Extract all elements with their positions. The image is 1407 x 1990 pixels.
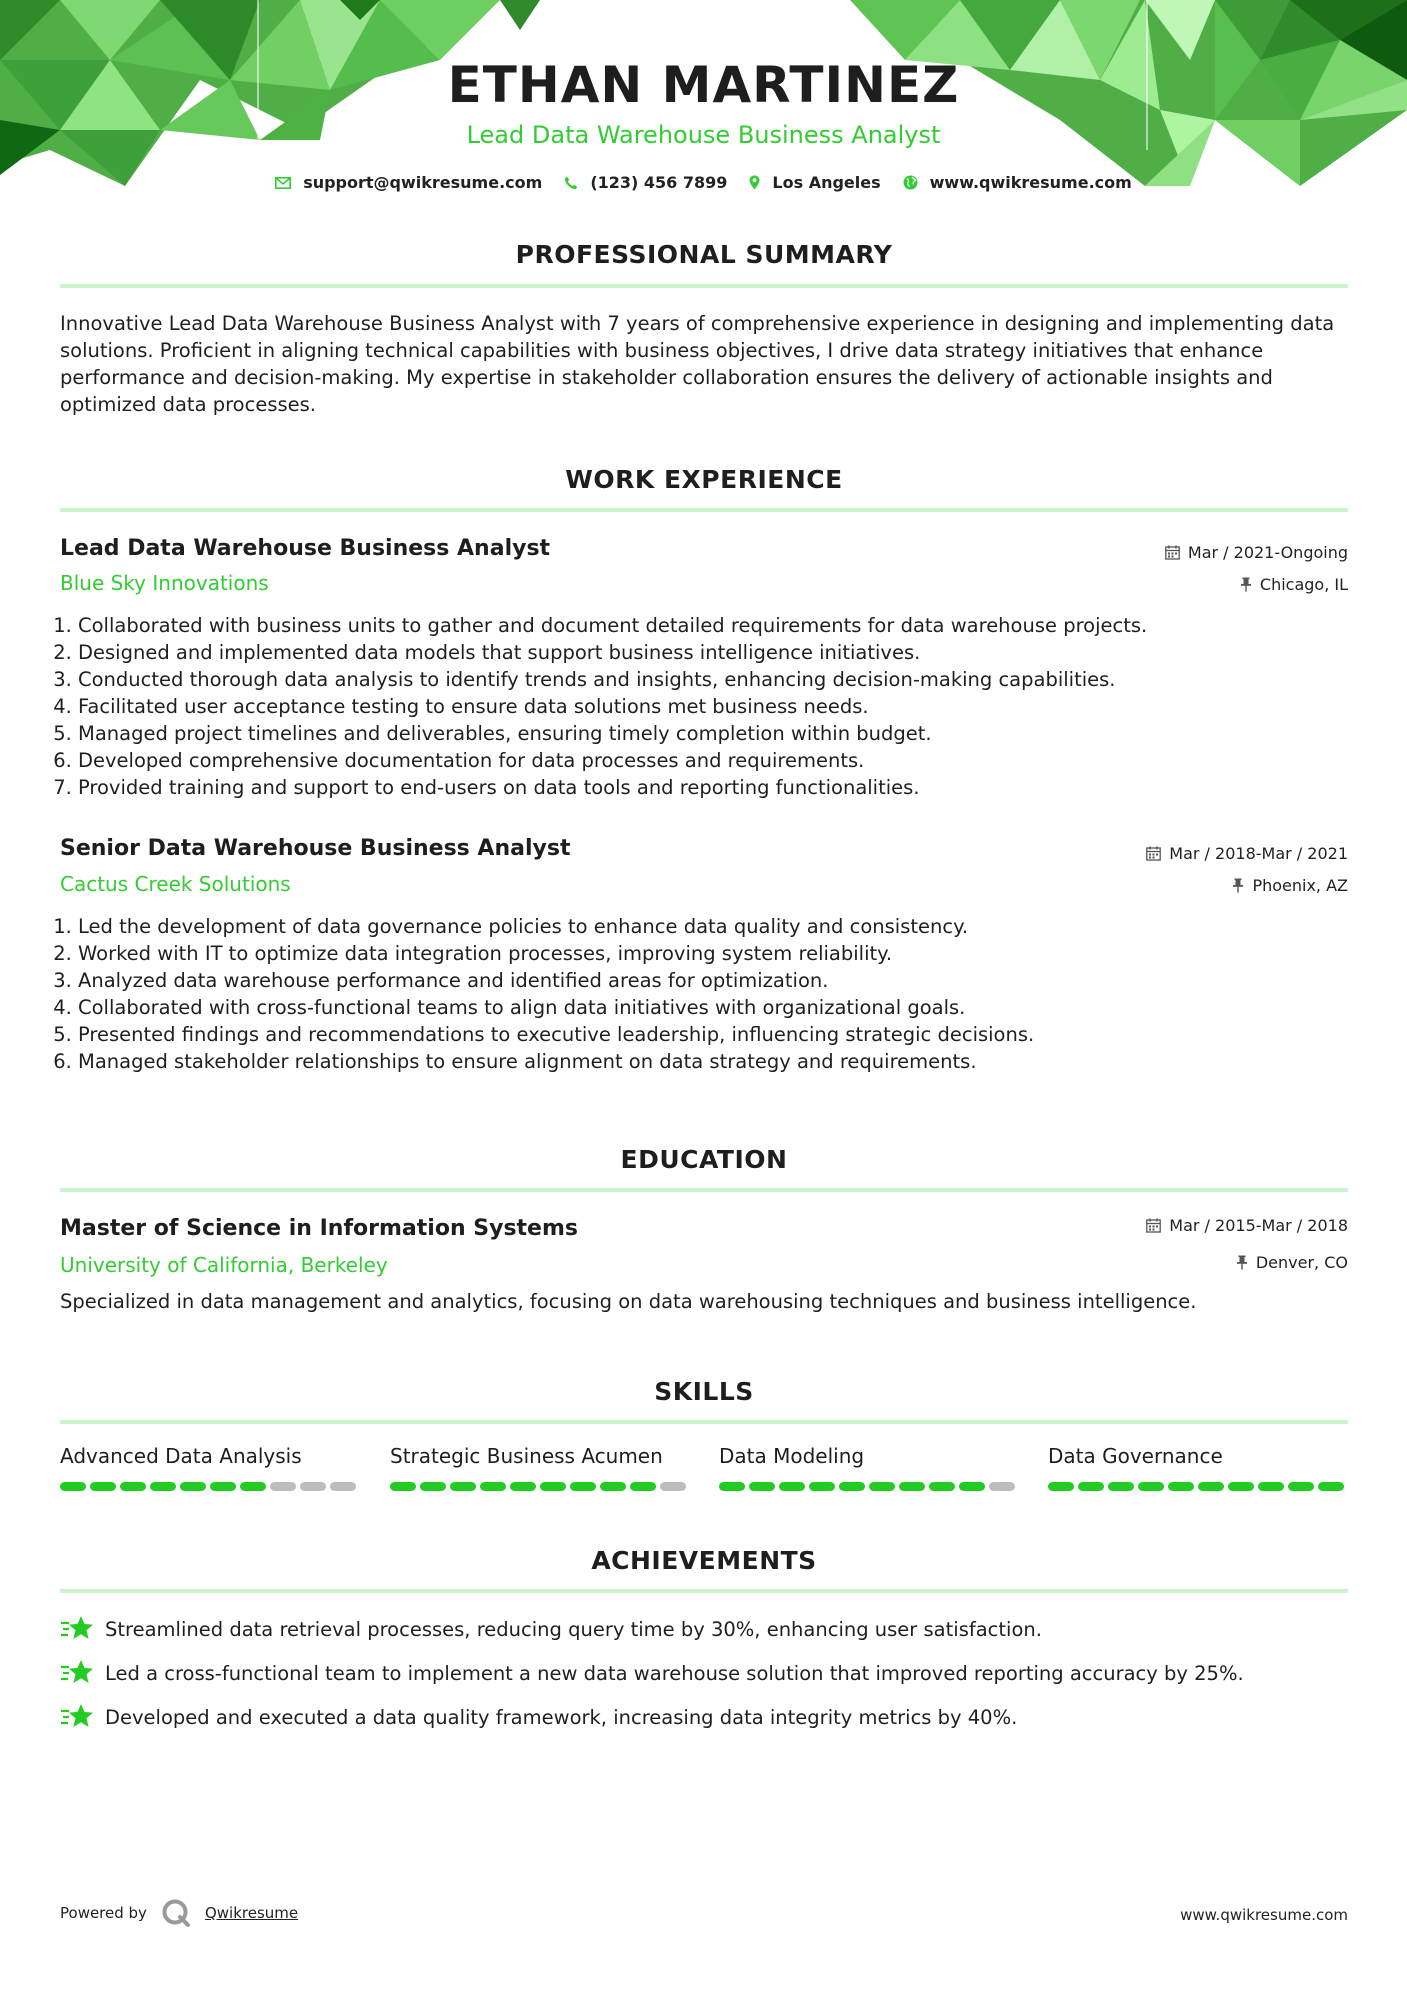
contact-location-text: Los Angeles (772, 173, 881, 192)
powered-by-label: Powered by (60, 1904, 147, 1922)
summary-text: Innovative Lead Data Warehouse Business Analyst with 7 years of comprehensive experience in designing and implementing data solutions. Proficient in aligning technical capabilities with business objectives, I drive data strategy initiatives that enhance performance and decision-making. My expertise in stakeholder collaboration ensures the delivery of actionable insights and optimized data processes. (60, 312, 1335, 416)
education-dates-text: Mar / 2015-Mar / 2018 (1169, 1216, 1348, 1235)
candidate-name: ETHAN MARTINEZ (447, 56, 960, 114)
achievements-divider (60, 1589, 1348, 1593)
calendar-icon (1146, 846, 1161, 861)
trophy-star-icon (60, 1658, 94, 1688)
skill-segment-filled (1228, 1482, 1254, 1491)
candidate-role: Lead Data Warehouse Business Analyst (466, 121, 941, 149)
list-item: 5. Presented findings and recommendations to executive leadership, influencing strategic decisions. (78, 1021, 1368, 1048)
skill-level-bar (1048, 1482, 1348, 1491)
skill-level-bar (60, 1482, 360, 1491)
skill-segment-filled (120, 1482, 146, 1491)
trophy-star-icon (60, 1702, 94, 1732)
contact-email-text: support@qwikresume.com (303, 173, 543, 192)
skill-segment-filled (1138, 1482, 1164, 1491)
education-location (1236, 1253, 1348, 1272)
skill-segment-filled (1258, 1482, 1284, 1491)
job-title: Lead Data Warehouse Business Analyst (60, 536, 551, 561)
skill-segment-filled (480, 1482, 506, 1491)
skill-segment-filled (899, 1482, 925, 1491)
skill-segment-filled (630, 1482, 656, 1491)
achievements-heading: ACHIEVEMENTS (591, 1546, 817, 1575)
skill-segment-filled (420, 1482, 446, 1491)
skill-segment-filled (450, 1482, 476, 1491)
pushpin-icon (1240, 577, 1252, 592)
achievement-text: Led a cross-functional team to implement a new data warehouse solution that improved reporting accuracy by 25%. (105, 1661, 1244, 1685)
globe-icon (903, 175, 918, 190)
skill-segment-filled (600, 1482, 626, 1491)
list-item: 2. Designed and implemented data models that support business intelligence initiatives. (78, 639, 1368, 666)
skills-heading: SKILLS (654, 1377, 754, 1406)
company-name: Cactus Creek Solutions (60, 872, 291, 896)
skill-item (719, 1444, 1019, 1491)
list-item: 4. Facilitated user acceptance testing to ensure data solutions met business needs. (78, 693, 1368, 720)
skill-name: Data Governance (1048, 1444, 1223, 1468)
skill-segment-filled (60, 1482, 86, 1491)
contact-email[interactable] (275, 173, 542, 192)
job-location (1240, 575, 1348, 594)
summary-divider (60, 284, 1348, 288)
footer-powered-by (60, 1898, 298, 1928)
contact-bar (0, 173, 1407, 192)
skill-segment-filled (240, 1482, 266, 1491)
job-duties-list (54, 612, 1368, 801)
skill-name: Strategic Business Acumen (390, 1444, 663, 1468)
job-title: Senior Data Warehouse Business Analyst (60, 836, 571, 861)
skill-segment-filled (929, 1482, 955, 1491)
job-location-text: Phoenix, AZ (1252, 876, 1348, 895)
skill-segment-filled (210, 1482, 236, 1491)
skill-name: Advanced Data Analysis (60, 1444, 302, 1468)
skill-segment-filled (809, 1482, 835, 1491)
job-dates-text: Mar / 2021-Ongoing (1187, 543, 1348, 562)
contact-phone[interactable] (564, 173, 727, 192)
list-item: 3. Conducted thorough data analysis to identify trends and insights, enhancing decision-making capabilities. (78, 666, 1368, 693)
skill-segment-filled (390, 1482, 416, 1491)
skill-segment-filled (90, 1482, 116, 1491)
contact-website-text: www.qwikresume.com (929, 173, 1132, 192)
skill-level-bar (719, 1482, 1019, 1491)
education-location-text: Denver, CO (1255, 1253, 1348, 1272)
qwikresume-logo-icon (161, 1898, 191, 1928)
skill-segment-empty (330, 1482, 356, 1491)
skill-segment-filled (180, 1482, 206, 1491)
degree-title: Master of Science in Information Systems (60, 1216, 578, 1241)
pushpin-icon (1232, 878, 1244, 893)
job-location-text: Chicago, IL (1259, 575, 1348, 594)
job-duties-list (54, 913, 1368, 1075)
skill-item (390, 1444, 690, 1491)
job-dates-text: Mar / 2018-Mar / 2021 (1169, 844, 1348, 863)
achievement-item (60, 1658, 1348, 1688)
experience-divider (60, 508, 1348, 512)
skill-item (60, 1444, 360, 1491)
trophy-star-icon (60, 1614, 94, 1644)
skill-segment-filled (1078, 1482, 1104, 1491)
education-dates (1146, 1216, 1348, 1235)
footer-website[interactable]: www.qwikresume.com (1180, 1906, 1348, 1924)
skill-segment-filled (959, 1482, 985, 1491)
job-location (1232, 876, 1348, 895)
skill-segment-empty (660, 1482, 686, 1491)
skill-segment-filled (1198, 1482, 1224, 1491)
achievement-item (60, 1702, 1348, 1732)
job-dates (1165, 543, 1348, 562)
skill-segment-filled (570, 1482, 596, 1491)
phone-icon (564, 176, 578, 190)
achievement-text: Streamlined data retrieval processes, reducing query time by 30%, enhancing user satisfaction. (105, 1617, 1042, 1641)
skill-segment-filled (510, 1482, 536, 1491)
job-dates (1146, 844, 1348, 863)
contact-location (749, 173, 880, 192)
map-pin-icon (749, 175, 760, 190)
education-heading: EDUCATION (620, 1145, 788, 1174)
education-description: Specialized in data management and analytics, focusing on data warehousing techniques and business intelligence. (60, 1290, 1197, 1313)
achievement-text: Developed and executed a data quality framework, increasing data integrity metrics by 40%. (105, 1705, 1018, 1729)
summary-heading: PROFESSIONAL SUMMARY (515, 240, 893, 269)
pushpin-icon (1236, 1255, 1248, 1270)
skill-segment-filled (1318, 1482, 1344, 1491)
skill-segment-filled (1108, 1482, 1134, 1491)
calendar-icon (1165, 545, 1180, 560)
skills-divider (60, 1420, 1348, 1424)
contact-phone-text: (123) 456 7899 (590, 173, 728, 192)
education-divider (60, 1188, 1348, 1192)
skill-segment-empty (989, 1482, 1015, 1491)
skill-name: Data Modeling (719, 1444, 865, 1468)
skill-segment-filled (150, 1482, 176, 1491)
skill-segment-empty (270, 1482, 296, 1491)
list-item: 6. Developed comprehensive documentation for data processes and requirements. (78, 747, 1368, 774)
experience-heading: WORK EXPERIENCE (565, 465, 843, 494)
skill-level-bar (390, 1482, 690, 1491)
company-name: Blue Sky Innovations (60, 571, 269, 595)
list-item: 5. Managed project timelines and deliverables, ensuring timely completion within budget. (78, 720, 1368, 747)
achievement-item (60, 1614, 1348, 1644)
skill-segment-filled (540, 1482, 566, 1491)
skill-segment-empty (300, 1482, 326, 1491)
skill-segment-filled (749, 1482, 775, 1491)
list-item: 4. Collaborated with cross-functional teams to align data initiatives with organizational goals. (78, 994, 1368, 1021)
skill-segment-filled (779, 1482, 805, 1491)
skill-segment-filled (869, 1482, 895, 1491)
list-item: 1. Collaborated with business units to gather and document detailed requirements for data warehouse projects. (78, 612, 1368, 639)
skill-item (1048, 1444, 1348, 1491)
list-item: 3. Analyzed data warehouse performance and identified areas for optimization. (78, 967, 1368, 994)
envelope-icon (275, 177, 291, 189)
skill-segment-filled (1288, 1482, 1314, 1491)
list-item: 2. Worked with IT to optimize data integration processes, improving system reliability. (78, 940, 1368, 967)
list-item: 6. Managed stakeholder relationships to ensure alignment on data strategy and requirements. (78, 1048, 1368, 1075)
skill-segment-filled (719, 1482, 745, 1491)
skill-segment-filled (839, 1482, 865, 1491)
list-item: 7. Provided training and support to end-users on data tools and reporting functionalities. (78, 774, 1368, 801)
list-item: 1. Led the development of data governance policies to enhance data quality and consistency. (78, 913, 1368, 940)
contact-website[interactable] (903, 173, 1132, 192)
skill-segment-filled (1048, 1482, 1074, 1491)
qwikresume-link[interactable]: Qwikresume (204, 1904, 299, 1922)
skill-segment-filled (1168, 1482, 1194, 1491)
calendar-icon (1146, 1218, 1161, 1233)
school-name: University of California, Berkeley (60, 1253, 388, 1277)
